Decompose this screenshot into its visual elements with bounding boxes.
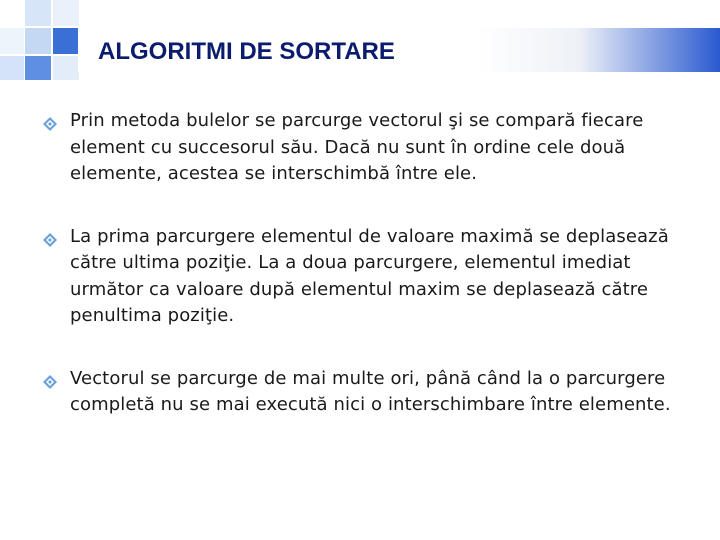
list-item: [40, 108, 680, 188]
bullet-text: La prima parcurgere elementul de valoare maximă se deplasează către ultima poziţie. La a doua parcurgere, elementul imediat următor ca valoare după elementul maxim se deplasează către penultima poziţie.: [70, 225, 669, 326]
deco-square: [53, 0, 79, 26]
deco-square: [25, 28, 51, 54]
bullet-text: Vectorul se parcurge de mai multe ori, până când la o parcurgere completă nu se mai execută nici o interschimbare între elemente.: [70, 367, 671, 415]
list-item: [40, 366, 680, 419]
deco-square: [53, 28, 79, 54]
bullet-list: [40, 108, 680, 455]
decorative-squares: [0, 0, 80, 80]
diamond-bullet-icon: [42, 232, 58, 248]
list-item: [40, 224, 680, 330]
diamond-bullet-icon: [42, 374, 58, 390]
bullet-text: Prin metoda bulelor se parcurge vectorul şi se compară fiecare element cu succesorul său. Dacă nu sunt în ordine cele două elemente, acestea se interschimbă între ele.: [70, 110, 644, 184]
deco-square: [53, 56, 79, 80]
deco-square: [0, 56, 24, 80]
slide-title: ALGORITMI DE SORTARE: [98, 38, 395, 65]
deco-square: [25, 0, 51, 26]
deco-square: [25, 56, 51, 80]
deco-square: [0, 28, 24, 54]
diamond-bullet-icon: [42, 116, 58, 132]
